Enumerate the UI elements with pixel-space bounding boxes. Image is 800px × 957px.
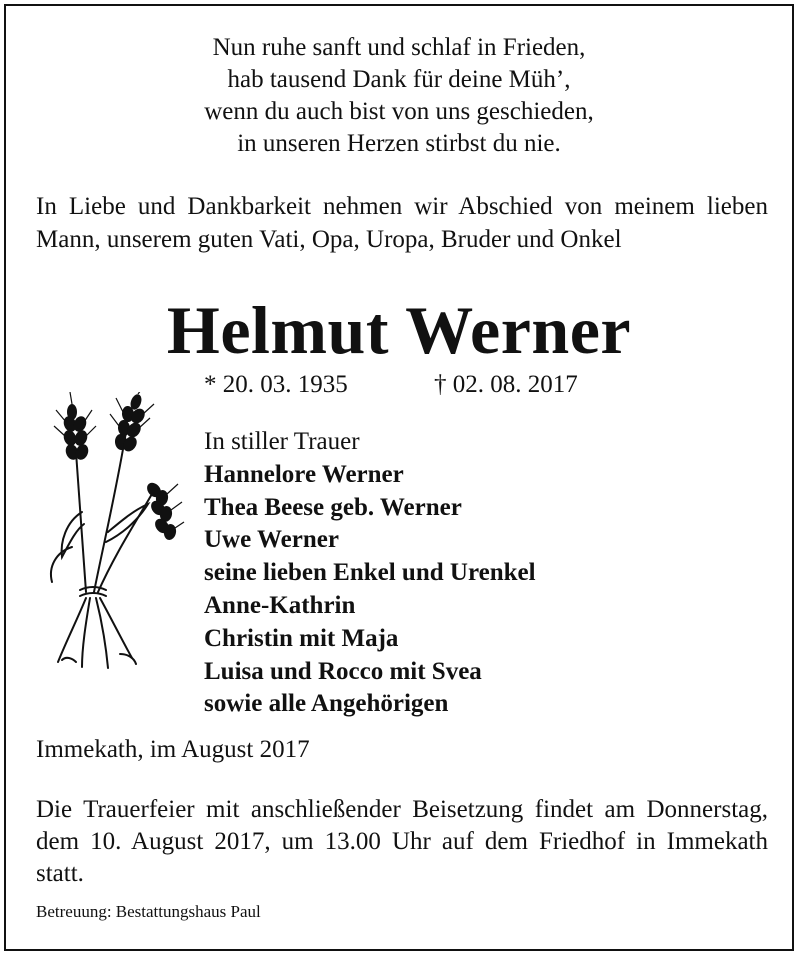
poem-line-4: in unseren Herzen stirbst du nie. xyxy=(237,130,561,157)
mourner-name: Luisa und Rocco mit Svea xyxy=(204,657,482,685)
poem-line-2: hab tausend Dank für deine Müh’, xyxy=(227,66,571,93)
funeral-home-credit: Betreuung: Bestattungshaus Paul xyxy=(36,902,261,921)
obituary-notice xyxy=(4,4,794,951)
place-date: Immekath, im August 2017 xyxy=(36,736,310,763)
deceased-name: Helmut Werner xyxy=(166,292,632,368)
mourning-intro: In stiller Trauer xyxy=(204,428,360,455)
poem xyxy=(6,32,792,160)
intro-text: In Liebe und Dankbarkeit nehmen wir Abschied von meinem lieben Mann, unserem guten Vati, Opa, Uropa, Bruder und Onkel xyxy=(36,193,768,253)
mourner-name: Anne-Kathrin xyxy=(204,591,356,619)
mourner-name: Christin mit Maja xyxy=(204,624,399,652)
service-info: Die Trauerfeier mit anschließender Beisetzung findet am Donnerstag, dem 10. August 2017, um 13.00 Uhr auf dem Friedhof in Immekath statt. xyxy=(36,796,768,887)
mourner-name: seine lieben Enkel und Urenkel xyxy=(204,559,536,587)
wheat-bundle-icon xyxy=(36,392,186,672)
mourner-name: Uwe Werner xyxy=(204,526,339,554)
mourner-name: sowie alle Angehörigen xyxy=(204,690,449,718)
poem-line-3: wenn du auch bist von uns geschieden, xyxy=(204,98,594,125)
mourners-list xyxy=(204,426,536,721)
poem-line-1: Nun ruhe sanft und schlaf in Frieden, xyxy=(212,34,586,61)
death-date: † 02. 08. 2017 xyxy=(434,371,578,398)
mourner-name: Thea Beese geb. Werner xyxy=(204,493,462,521)
mourner-name: Hannelore Werner xyxy=(204,460,404,488)
birth-date: * 20. 03. 1935 xyxy=(204,371,348,398)
